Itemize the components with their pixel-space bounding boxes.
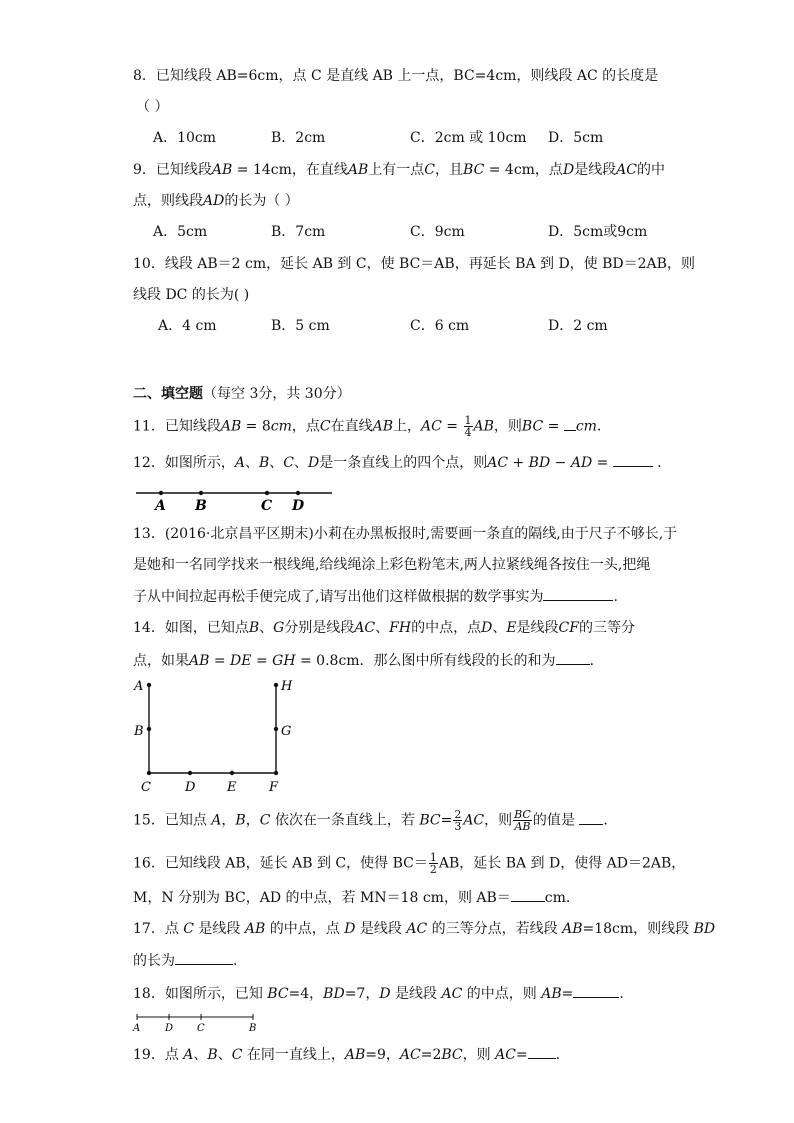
q12-line: 12．如图所示，A、B、C、D是一条直线上的四个点，则AC + BD − AD = ． — [133, 452, 671, 473]
q18-label-a: A — [133, 1023, 141, 1034]
q16-fraction: $\frac{1}{2}$ — [429, 851, 437, 876]
q9-option-d: D．5cm或9cm — [548, 224, 648, 240]
q10-option-c: C．6 cm — [410, 318, 470, 334]
q8-option-d: D．5cm — [548, 130, 604, 146]
q12-point-b — [199, 491, 203, 495]
q15-line: 15．已知点 A，B，C 依次在一条直线上，若 BC= $\frac{2}{3}$ AC，则 $\frac{BC}{AB}$ 的值是 ． — [133, 808, 618, 833]
q14-point-f — [274, 771, 278, 775]
q14-point-h — [274, 683, 278, 687]
q14-point-c — [147, 771, 151, 775]
q10-option-a: A．4 cm — [158, 318, 217, 334]
q11-fraction: $\frac{1}{4}$ — [464, 414, 472, 439]
q12-point-c — [265, 491, 269, 495]
q16-line1: 16．已知线段 AB，延长 AB 到 C，使得 BC＝ $\frac{1}{2}$ AB，延长 BA 到 D，使得 AD＝2AB， — [133, 851, 686, 876]
q16-line2: M，N 分别为 BC，AD 的中点，若 MN＝18 cm，则 AB＝ cm. — [133, 887, 570, 908]
q14-answer-blank[interactable] — [556, 650, 590, 665]
q19-line: 19．点 A、B、C 在同一直线上，AB=9，AC=2BC，则 AC= ． — [133, 1044, 570, 1065]
q12-point-d — [296, 491, 300, 495]
q14-point-e — [230, 771, 234, 775]
q12-answer-blank[interactable] — [613, 452, 653, 467]
q14-label-f: F — [269, 780, 279, 795]
q14-label-b: B — [134, 724, 144, 739]
q13-answer-blank[interactable] — [543, 586, 613, 601]
q15-fraction-1: $\frac{2}{3}$ — [454, 808, 462, 833]
q14-point-g — [274, 727, 278, 731]
q12-label-c: C — [261, 498, 273, 514]
q17-answer-blank[interactable] — [175, 950, 233, 965]
q18-label-b: B — [249, 1023, 257, 1034]
q11-answer-blank[interactable] — [564, 416, 576, 431]
q18-line: 18．如图所示，已知 BC=4，BD=7，D 是线段 AC 的中点，则 AB= ． — [133, 983, 633, 1004]
q8-paren: （ ） — [136, 99, 169, 115]
q10-line2: 线段 DC 的长为( ) — [133, 287, 250, 303]
q11-line: 11．已知线段AB = 8cm，点C在直线AB上，AC = $\frac{1}{4}$ AB，则BC = cm． — [133, 414, 611, 439]
q8-option-b: B．2cm — [271, 130, 326, 146]
q14-point-b — [147, 727, 151, 731]
q9-option-c: C．9cm — [410, 224, 465, 240]
q9-line1: 9．已知线段AB = 14cm，在直线AB上有一点C，且BC = 4cm，点D是线段AC的中 — [133, 162, 665, 178]
q9-line2: 点，则线段AD的长为（ ） — [133, 193, 299, 209]
q17-line2: 的长为 ． — [133, 950, 247, 971]
q18-figure — [130, 1010, 270, 1034]
q14-point-a — [147, 683, 151, 687]
q10-line1: 10．线段 AB＝2 cm，延长 AB 到 C，使 BC＝AB，再延长 BA 到 D，使 BD＝2AB，则 — [133, 256, 695, 272]
q19-answer-blank[interactable] — [528, 1044, 556, 1059]
q14-label-h: H — [281, 679, 293, 694]
q8-option-a: A．10cm — [153, 130, 217, 146]
q8-line1: 8．已知线段 AB=6cm，点 C 是直线 AB 上一点，BC=4cm，则线段 AC 的长度是 — [133, 68, 659, 84]
q12-point-a — [159, 491, 163, 495]
q17-line1: 17．点 C 是线段 AB 的中点，点 D 是线段 AC 的三等分点，若线段 AB=18cm，则线段 BD — [133, 921, 716, 937]
q14-line2: 点，如果AB = DE = GH = 0.8cm．那么图中所有线段的长的和为 ． — [133, 650, 604, 671]
q14-line1: 14．如图，已知点B、G分别是线段AC、FH的中点，点D、E是线段CF的三等分 — [133, 620, 635, 636]
q12-label-a: A — [155, 498, 166, 514]
q14-label-g: G — [281, 724, 292, 739]
q14-label-d: D — [185, 780, 196, 795]
q12-label-b: B — [195, 498, 207, 514]
q18-label-d: D — [165, 1023, 174, 1034]
q9-option-a: A．5cm — [153, 224, 208, 240]
q18-label-c: C — [197, 1023, 205, 1034]
q15-fraction-2: $\frac{BC}{AB}$ — [514, 808, 531, 833]
section-title: 二、填空题（每空 3分，共 30分） — [133, 386, 351, 402]
q13-line1: 13．(2016·北京昌平区期末)小莉在办黑板报时,需要画一条直的隔线,由于尺子不够长,于 — [133, 526, 678, 542]
q15-answer-blank[interactable] — [579, 810, 603, 825]
q12-figure — [130, 484, 340, 514]
q18-answer-blank[interactable] — [573, 983, 619, 998]
q8-option-c: C．2cm 或 10cm — [410, 130, 527, 146]
q10-option-b: B．5 cm — [271, 318, 330, 334]
q14-point-d — [188, 771, 192, 775]
q13-line3: 子从中间拉起再松手便完成了,请写出他们这样做根据的数学事实为 . — [133, 586, 618, 607]
q10-option-d: D．2 cm — [548, 318, 608, 334]
q12-label-d: D — [292, 498, 305, 514]
q14-label-e: E — [227, 780, 237, 795]
q13-line2: 是她和一名同学找来一根线绳,给线绳涂上彩色粉笔末,两人拉紧线绳各按住一头,把绳 — [133, 557, 651, 573]
q14-label-c: C — [141, 780, 151, 795]
q14-label-a: A — [134, 679, 144, 694]
q14-figure — [128, 676, 308, 796]
q9-option-b: B．7cm — [271, 224, 326, 240]
q16-answer-blank[interactable] — [511, 887, 545, 902]
